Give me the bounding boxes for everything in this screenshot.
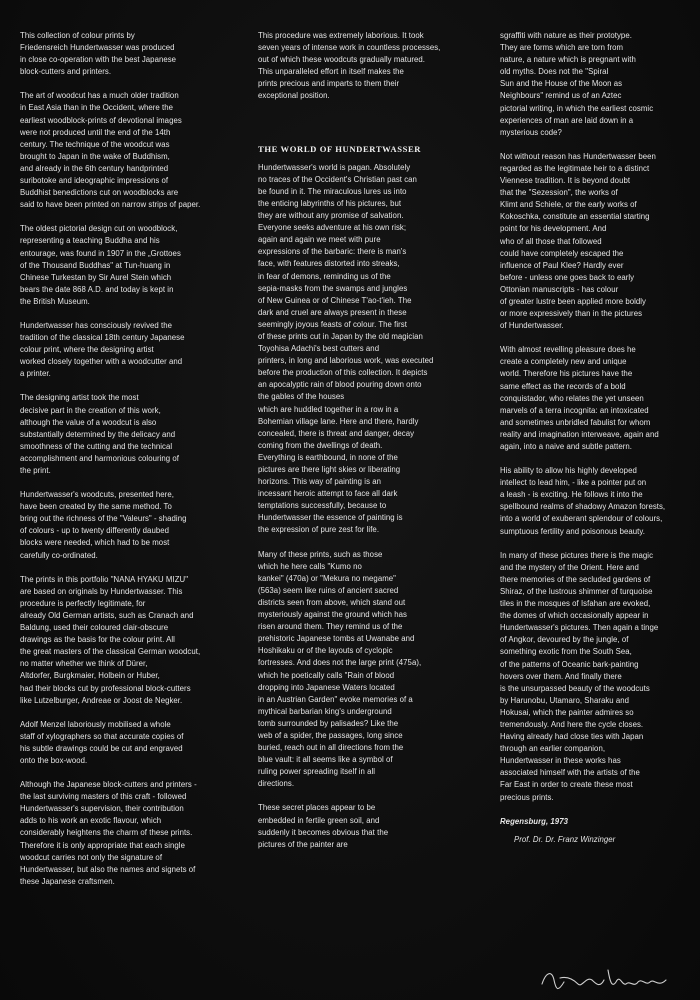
text-line: (563a) seem like ruins of ancient sacred	[258, 585, 399, 595]
text-line: the great masters of the classical German woodcut,	[20, 647, 201, 657]
text-line: blue vault: it all seems like a symbol of	[258, 755, 393, 765]
text-line: This unparalleled effort in itself makes the	[258, 67, 404, 77]
text-line: by Harunobu, Utamaro, Sharaku and	[500, 695, 630, 705]
text-line: risen around them. They remind us of the	[258, 622, 403, 632]
text-line: Toyohisa Adachi's best cutters and	[258, 344, 380, 354]
text-line: Ottonian manuscripts - has colour	[500, 284, 619, 294]
text-line: marvels of a terra incognita: an intoxicated	[500, 405, 649, 415]
text-line: bring out the richness of the "Valeurs" - shading	[20, 514, 187, 524]
paragraph	[500, 30, 688, 139]
text-line: earliest woodblock-prints of devotional images	[20, 115, 182, 125]
text-line: Everything is earthbound, in none of the	[258, 452, 398, 462]
text-line: or more expressively than in the pictures	[500, 309, 643, 319]
text-line: create a completely new and unique	[500, 357, 627, 367]
text-line: Adolf Menzel laboriously mobilised a whole	[20, 719, 171, 729]
text-line: drawings as the basis for the colour print. All	[20, 635, 175, 645]
text-line: into a world of exuberant splendour of colours,	[500, 514, 663, 524]
text-line: substantially determined by the delicacy and	[20, 429, 176, 439]
author-credit: Prof. Dr. Dr. Franz Winzinger	[514, 834, 616, 844]
text-line: conquistador, who relates the yet unseen	[500, 393, 644, 403]
text-line: smoothness of the cutting and the technical	[20, 441, 173, 451]
text-line: onto the box-wood.	[20, 755, 88, 765]
text-line: horizons. This way of painting is an	[258, 477, 382, 487]
text-line: the last surviving masters of this craft - followed	[20, 792, 187, 802]
text-line: these Japanese craftsmen.	[20, 876, 115, 886]
text-line: something exotic from the South Sea,	[500, 647, 632, 657]
text-line: The prints in this portfolio "NANA HYAKU MIZU"	[20, 574, 189, 584]
text-line: prints precious and imparts to them their	[258, 79, 400, 89]
text-line: and already in the 6th century handprinted	[20, 163, 169, 173]
text-column-1	[20, 30, 238, 900]
text-line: Hundertwasser's pictures. Then again a tinge	[500, 623, 659, 633]
text-line: sumptuous fertility and poisonous beauty.	[500, 526, 645, 536]
paragraph	[500, 151, 688, 332]
text-line: This collection of colour prints by	[20, 31, 135, 40]
text-line: precious prints.	[500, 792, 554, 802]
text-line: world. Therefore his pictures have the	[500, 369, 633, 379]
text-line: Everyone seeks adventure at his own risk;	[258, 223, 407, 233]
paragraph	[20, 489, 238, 562]
text-line: Hundertwasser's woodcuts, presented here,	[20, 490, 174, 500]
text-line: tiles in the mosques of Isfahan are evoked,	[500, 599, 651, 609]
text-line: tremendously. And here the cycle closes.	[500, 719, 644, 729]
text-line: old myths. Does not the "Spiral	[500, 67, 609, 77]
text-line: Friedensreich Hundertwasser was produced	[20, 43, 175, 53]
text-line: buried, reach out in all directions from the	[258, 743, 404, 753]
text-line: They are forms which are torn from	[500, 43, 624, 53]
text-line: there memories of the secluded gardens of	[500, 574, 651, 584]
text-line: concealed, there is threat and danger, decay	[258, 428, 415, 438]
text-line: said to have been printed on narrow strips of paper.	[20, 200, 201, 210]
text-line: experiences of man are laid down in a	[500, 115, 634, 125]
text-line: out of which these woodcuts gradually matured.	[258, 55, 425, 65]
text-line: fortresses. And does not the large print (475a),	[258, 658, 422, 668]
text-line: before - unless one goes back to early	[500, 272, 635, 282]
paragraph	[20, 90, 238, 211]
text-line: prehistoric Japanese tombs at Uwanabe and	[258, 634, 415, 644]
text-line: again, into a naive and subtle pattern.	[500, 442, 632, 451]
text-line: sepia-masks from the swamps and jungles	[258, 283, 408, 293]
paragraph	[20, 223, 238, 308]
text-line: procedure is perfectly legitimate, for	[20, 598, 146, 608]
text-line: The art of woodcut has a much older tradition	[20, 91, 179, 101]
text-line: had their blocks cut by professional block-cutters	[20, 683, 191, 693]
text-line: mythical barbarian king's underground	[258, 706, 392, 716]
text-line: the gables of the houses	[258, 392, 345, 402]
text-line: in an Austrian Garden" evoke memories of a	[258, 694, 413, 704]
paragraph	[20, 719, 238, 767]
column-1-body	[20, 30, 238, 888]
handwritten-signature	[538, 958, 678, 998]
text-line: an apocalyptic rain of blood pouring down onto	[258, 380, 422, 390]
text-line: expressions of the barbaric: there is man's	[258, 247, 407, 257]
text-line: This procedure was extremely laborious. It took	[258, 31, 424, 40]
paragraph	[20, 320, 238, 380]
text-line: These secret places appear to be	[258, 803, 376, 813]
section-heading: THE WORLD OF HUNDERTWASSER	[258, 143, 422, 154]
text-line: nature, a nature which is pregnant with	[500, 55, 636, 65]
text-line: no matter whether we think of Dürer,	[20, 659, 148, 669]
text-line: of Hundertwasser.	[500, 321, 564, 331]
text-line: regarded as the legitimate heir to a distinct	[500, 163, 650, 173]
text-line: Hundertwasser in these works has	[500, 756, 621, 766]
text-line: intellect to lead him, - like a pointer put on	[500, 478, 647, 488]
text-line: Klimt and Schiele, or the early works of	[500, 200, 637, 210]
text-line: Therefore it is only appropriate that each single	[20, 840, 185, 850]
text-line: In many of these pictures there is the magic	[500, 550, 654, 560]
text-line: carefully co-ordinated.	[20, 550, 98, 560]
text-line: of colours - up to twenty differently daubed	[20, 526, 169, 536]
text-line: Shiraz, of the lustrous shimmer of turquoise	[500, 586, 653, 596]
column-2-intro	[258, 30, 476, 103]
text-line: Buddhist benedictions cut on woodblocks are	[20, 188, 179, 198]
text-line: influence of Paul Klee? Hardly ever	[500, 260, 624, 270]
text-line: is the unsurpassed beauty of the woodcuts	[500, 683, 650, 693]
text-line: which he here calls "Kumo no	[258, 561, 362, 571]
text-line: Hundertwasser's supervision, their contribution	[20, 804, 184, 814]
text-line: adds to his work an exotic flavour, which	[20, 816, 162, 826]
text-line: his subtle drawings could be cut and engraved	[20, 743, 183, 753]
text-line: Hundertwasser, but also the names and signets of	[20, 864, 196, 874]
text-line: sgraffiti with nature as their prototype.	[500, 31, 632, 40]
paragraph	[258, 162, 476, 537]
text-line: already Old German artists, such as Cranach and	[20, 610, 194, 620]
text-line: suddenly it becomes obvious that the	[258, 827, 389, 837]
paragraph	[258, 549, 476, 791]
text-column-2	[258, 30, 476, 863]
text-column-3	[500, 30, 688, 846]
text-line: directions.	[258, 779, 295, 789]
text-line: staff of xylographers so that accurate copies of	[20, 731, 184, 741]
text-line: Hoshikaku or of the layouts of cyclopic	[258, 646, 393, 656]
text-line: Sun and the House of the Moon as	[500, 79, 623, 89]
text-line: The oldest pictorial design cut on woodblock,	[20, 224, 178, 234]
text-line: mysteriously against the ground which has	[258, 610, 407, 620]
text-line: block-cutters and printers.	[20, 67, 112, 77]
place-date: Regensburg, 1973	[500, 816, 568, 826]
text-line: which he poetically calls "Rain of blood	[258, 670, 395, 680]
text-line: The designing artist took the most	[20, 393, 139, 403]
paragraph	[20, 392, 238, 477]
text-line: colour print, where the designing artist	[20, 345, 154, 355]
text-line: Viennese tradition. It is beyond doubt	[500, 176, 631, 186]
text-line: no traces of the Occident's Christian past can	[258, 174, 417, 184]
text-line: blocks were needed, which had to be most	[20, 538, 170, 548]
text-line: of the Thousand Buddhas" at Tun-huang in	[20, 260, 171, 270]
text-line: dropping into Japanese Waters located	[258, 682, 395, 692]
text-line: woodcut carries not only the signature of	[20, 852, 163, 862]
text-line: printers, in long and laborious work, was executed	[258, 356, 434, 366]
text-line: ruling power spreading itself in all	[258, 767, 376, 777]
paragraph	[20, 30, 238, 78]
text-line: Hundertwasser's world is pagan. Absolutely	[258, 162, 411, 172]
text-line: Hokusai, which the painter admires so	[500, 707, 634, 717]
text-line: of greater lustre been applied more boldly	[500, 296, 646, 306]
text-line: point for his development. And	[500, 224, 607, 234]
text-line: Altdorfer, Burgkmaier, Holbein or Huber,	[20, 671, 160, 681]
text-line: coming from the dwellings of death.	[258, 440, 383, 450]
text-line: bears the date 868 A.D. and today is kept in	[20, 284, 174, 294]
text-line: His ability to allow his highly developed	[500, 466, 637, 476]
paragraph	[258, 802, 476, 850]
text-line: and the mystery of the Orient. Here and	[500, 562, 639, 572]
text-line: suribotoke and ideographic impressions of	[20, 176, 169, 186]
text-line: Although the Japanese block-cutters and printers -	[20, 780, 197, 790]
text-line: considerably heightens the charm of these prints.	[20, 828, 193, 838]
paragraph	[500, 465, 688, 538]
text-line: of Angkor, devoured by the jungle, of	[500, 635, 629, 645]
text-line: the print.	[20, 466, 51, 475]
text-line: embedded in fertile green soil, and	[258, 815, 380, 825]
text-line: associated himself with the artists of the	[500, 768, 640, 778]
text-line: districts seen from above, which stand out	[258, 597, 406, 607]
text-line: could have completely escaped the	[500, 248, 624, 258]
paragraph	[20, 574, 238, 707]
text-line: that the "Sezession", the works of	[500, 188, 618, 198]
text-line: pictorial writing, in which the earliest cosmic	[500, 103, 654, 113]
text-line: are based on originals by Hundertwasser. This	[20, 586, 183, 596]
text-line: and sometimes unbridled fabulist for whom	[500, 417, 651, 427]
text-line: With almost revelling pleasure does he	[500, 345, 636, 355]
text-line: worked closely together with a woodcutter and	[20, 357, 183, 367]
text-line: the domes of which occasionally appear in	[500, 611, 649, 621]
text-line: pictures of the painter are	[258, 839, 348, 849]
text-line: pictures are there light skies or liberating	[258, 465, 401, 474]
text-line: seven years of intense work in countless processes,	[258, 43, 441, 53]
column-3-body	[500, 30, 688, 804]
text-line: through an earlier companion,	[500, 744, 606, 754]
paragraph	[500, 344, 688, 453]
text-line: same effect as the records of a bold	[500, 381, 626, 391]
text-line: who of all those that followed	[500, 236, 602, 246]
text-line: incessant heroic attempt to face all dark	[258, 489, 398, 499]
text-line: of the patterns of Oceanic bark-painting	[500, 659, 639, 669]
text-line: although the value of a woodcut is also	[20, 417, 157, 427]
text-line: Hundertwasser has consciously revived the	[20, 320, 172, 330]
text-line: seemingly joyous feasts of colour. The first	[258, 319, 407, 329]
text-line: exceptional position.	[258, 91, 330, 101]
text-line: Having already had close ties with Japan	[500, 732, 644, 742]
text-line: in close co-operation with the best Japanese	[20, 55, 177, 65]
text-line: Bohemian village lane. Here and there, hardly	[258, 416, 419, 426]
text-line: tradition of the classical 18th century Japanese	[20, 333, 185, 343]
text-line: have been created by the same method. To	[20, 502, 172, 512]
text-line: temptations successfully, because to	[258, 501, 387, 511]
text-line: tomb surrounded by palisades? Like the	[258, 718, 399, 728]
text-line: Not without reason has Hundertwasser been	[500, 151, 656, 161]
text-line: face, with features distorted into streaks,	[258, 259, 400, 269]
text-line: a leash - is exciting. He follows it into the	[500, 490, 643, 500]
text-line: decisive part in the creation of this work,	[20, 405, 161, 415]
text-line: again and again we meet with pure	[258, 235, 381, 245]
text-line: representing a teaching Buddha and his	[20, 236, 160, 246]
text-line: Hundertwasser the essence of painting is	[258, 513, 403, 523]
text-line: in East Asia than in the Occident, where the	[20, 103, 174, 113]
text-line: Far East in order to create these most	[500, 780, 633, 790]
text-line: century. The technique of the woodcut was	[20, 139, 170, 149]
text-line: were not produced until the end of the 14th	[20, 127, 171, 137]
text-line: they are without any promise of salvation.	[258, 211, 404, 221]
text-line: dark and cruel are always present in these	[258, 307, 407, 317]
paragraph	[20, 779, 238, 888]
text-line: Kokoschka, constitute an essential starting	[500, 212, 650, 222]
text-line: mysterious code?	[500, 127, 562, 137]
text-line: the British Museum.	[20, 296, 90, 306]
text-line: accomplishment and harmonious colouring of	[20, 453, 179, 463]
text-line: before the production of this collection. It depicts	[258, 368, 428, 378]
text-line: the expression of pure zest for life.	[258, 525, 380, 535]
text-line: the enticing labyrinths of his pictures, but	[258, 198, 402, 208]
text-line: Baldung, used their coloured clair-obscure	[20, 623, 169, 633]
text-line: kankei" (470a) or "Mekura no megame"	[258, 573, 396, 583]
text-line: brought to Japan in the wake of Buddhism,	[20, 151, 170, 161]
text-line: be found in it. The miraculous lures us into	[258, 186, 407, 196]
text-line: spellbound realms of shadowy Amazon forests,	[500, 502, 666, 512]
text-line: which are huddled together in a row in a	[258, 404, 399, 414]
text-line: like Lutzelburger, Andreae or Joost de Negker.	[20, 695, 183, 705]
text-line: in fear of demons, reminding us of the	[258, 271, 391, 281]
text-line: Neighbours" remind us of an Aztec	[500, 91, 622, 101]
paragraph	[258, 30, 476, 103]
text-line: hovers over them. And finally there	[500, 671, 622, 681]
column-2-body	[258, 162, 476, 851]
text-line: entourage, was found in 1907 in the „Grottoes	[20, 248, 181, 258]
text-line: reality and imagination interweave, again and	[500, 429, 659, 439]
text-line: a printer.	[20, 369, 51, 379]
text-line: of these prints cut in Japan by the old magician	[258, 331, 423, 341]
text-line: web of a spider, the passages, long since	[258, 730, 403, 740]
paragraph	[500, 550, 688, 804]
text-line: Chinese Turkestan by Sir Aurel Stein which	[20, 272, 172, 282]
text-line: of New Guinea or of Chinese T'ao-t'ieh. The	[258, 295, 412, 305]
text-line: Many of these prints, such as those	[258, 549, 383, 559]
